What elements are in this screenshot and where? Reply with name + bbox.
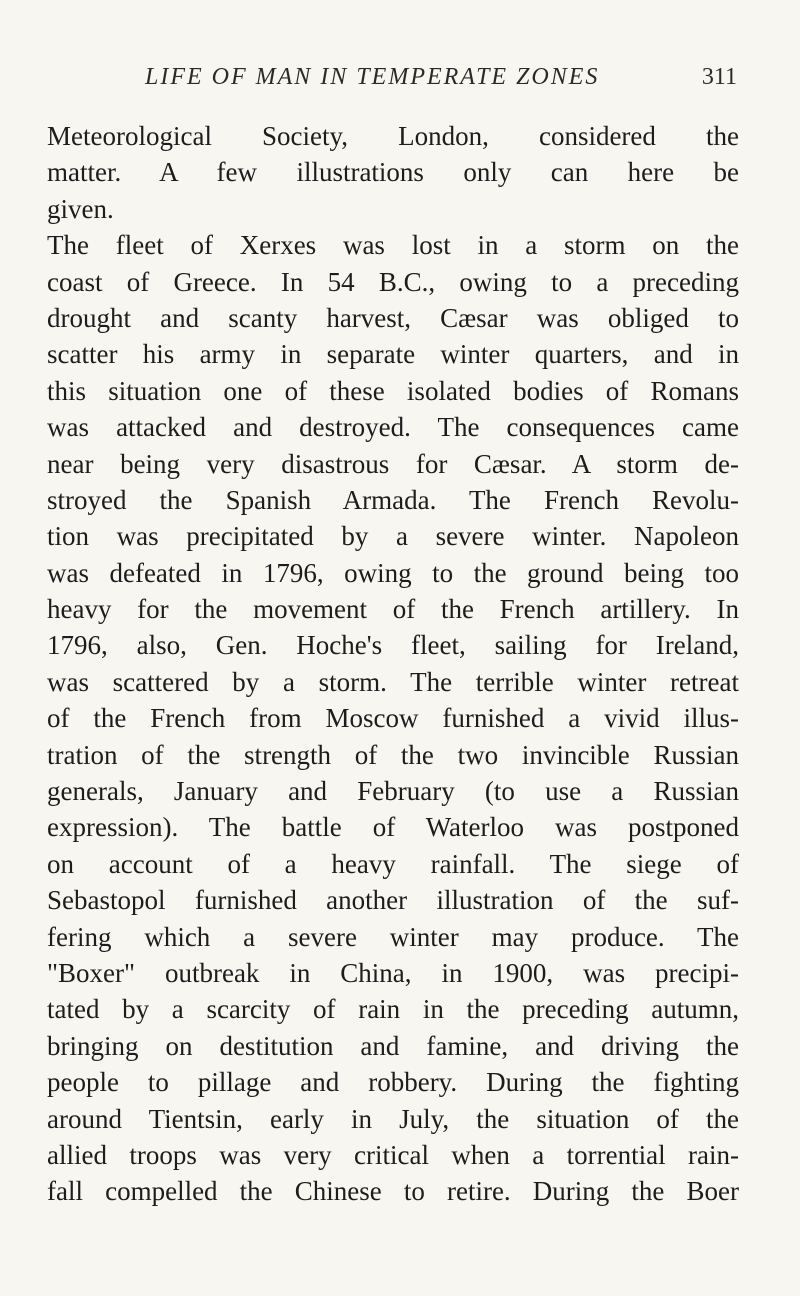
text-line: was scattered by a storm. The terrible winter retreat: [47, 666, 739, 697]
text-line: this situation one of these isolated bodies of Romans: [47, 375, 739, 406]
text-line: around Tientsin, early in July, the situation of the: [47, 1103, 739, 1134]
text-line: was attacked and destroyed. The consequences came: [47, 412, 739, 443]
running-head: [145, 64, 737, 91]
text-line: Sebastopol furnished another illustration of the suf-: [47, 885, 739, 916]
text-line: people to pillage and robbery. During the fighting: [47, 1067, 739, 1098]
text-line: tion was precipitated by a severe winter. Napoleon: [47, 521, 739, 552]
running-head-title: LIFE OF MAN IN TEMPERATE ZONES: [145, 64, 600, 90]
text-line: generals, January and February (to use a Russian: [47, 776, 739, 807]
text-line: tated by a scarcity of rain in the preceding autumn,: [47, 994, 739, 1025]
text-line: expression). The battle of Waterloo was postponed: [47, 812, 739, 843]
text-line: matter. A few illustrations only can here be: [47, 157, 739, 188]
text-line: bringing on destitution and famine, and driving the: [47, 1030, 739, 1061]
text-line: "Boxer" outbreak in China, in 1900, was precipi-: [47, 957, 739, 988]
text-line: drought and scanty harvest, Cæsar was obliged to: [47, 302, 739, 333]
text-line: tration of the strength of the two invincible Russian: [47, 739, 739, 770]
text-line: was defeated in 1796, owing to the ground being too: [47, 557, 739, 588]
text-line: 1796, also, Gen. Hoche's fleet, sailing for Ireland,: [47, 630, 739, 661]
text-line: fering which a severe winter may produce. The: [47, 921, 739, 952]
text-line: on account of a heavy rainfall. The siege of: [47, 848, 739, 879]
text-line: of the French from Moscow furnished a vivid illus-: [47, 703, 739, 734]
text-line: near being very disastrous for Cæsar. A storm de-: [47, 448, 739, 479]
text-line: allied troops was very critical when a torrential rain-: [47, 1139, 739, 1170]
page-number: 311: [701, 64, 737, 90]
text-line: given.: [47, 193, 114, 224]
body-text: [47, 118, 739, 1210]
text-line: scatter his army in separate winter quarters, and in: [47, 339, 739, 370]
text-line: Meteorological Society, London, considered the: [47, 121, 739, 151]
text-line: heavy for the movement of the French artillery. In: [47, 594, 739, 625]
text-line: stroyed the Spanish Armada. The French Revolu-: [47, 484, 739, 515]
text-line: The fleet of Xerxes was lost in a storm on the: [47, 230, 739, 261]
text-line: fall compelled the Chinese to retire. During the Boer: [47, 1176, 739, 1207]
text-line: coast of Greece. In 54 B.C., owing to a preceding: [47, 266, 739, 297]
